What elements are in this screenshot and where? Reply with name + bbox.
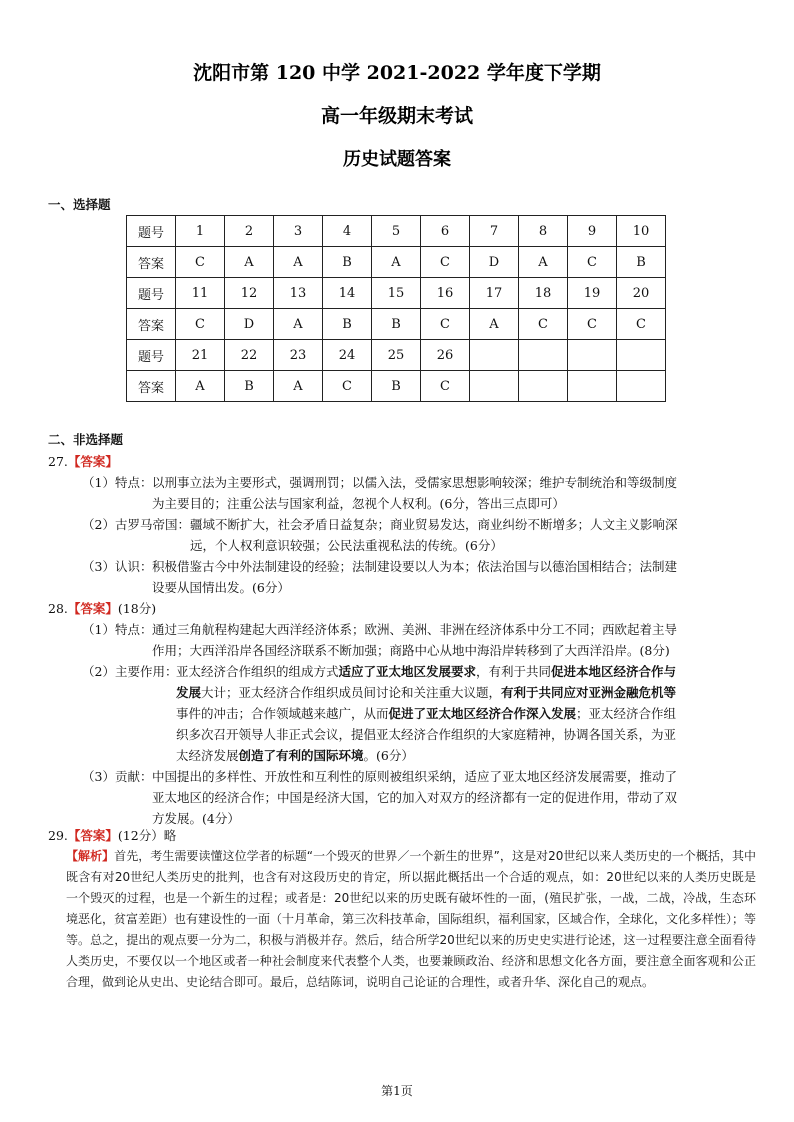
answer-table-row — [127, 340, 666, 371]
answer-table-cell: C — [176, 247, 225, 278]
answer-table-cell: C — [568, 247, 617, 278]
answer-tag: 【答案】 — [67, 454, 118, 469]
answer-table-cell: 21 — [176, 340, 225, 371]
title-school: 沈阳市第 120 中学 2021-2022 学年度下学期 — [193, 62, 601, 84]
q28-part3: （3）贡献： 中国提出的多样性、开放性和互利性的原则被组织采纳，适应了亚太地区经济发展需要，推动了 亚太地区的经济合作；中国是经济大国，它的加入对双方的经济都有一定的促进作用，带动了双 方发展。(4分） — [82, 769, 678, 826]
answer-table-cell: 11 — [176, 278, 225, 309]
section-nonchoice-heading: 二、非选择题 — [48, 432, 124, 447]
answer-table-cell — [470, 340, 519, 371]
q27-part2: （2）古罗马帝国： 疆域不断扩大，社会矛盾日益复杂；商业贸易发达，商业纠纷不断增多；人文主义影响深 远，个人权利意识较强；公民法重视私法的传统。(6分） — [82, 517, 678, 553]
answer-table-cell: A — [519, 247, 568, 278]
answer-table-cell: D — [470, 247, 519, 278]
answer-table-row-label: 答案 — [127, 309, 176, 340]
answer-table-cell: 6 — [421, 216, 470, 247]
section-choice-heading: 一、选择题 — [48, 197, 111, 212]
answer-table-cell: 26 — [421, 340, 470, 371]
q27-part1: （1）特点： 以刑事立法为主要形式，强调刑罚；以儒入法，受儒家思想影响较深；维护专制统治和等级制度 为主要目的；注重公法与国家利益，忽视个人权利。(6分，答出三点即可） — [82, 475, 678, 511]
title-subject: 历史试题答案 — [343, 149, 451, 170]
answer-table-cell: 20 — [617, 278, 666, 309]
answer-table-cell: A — [274, 309, 323, 340]
answer-table-cell: B — [372, 371, 421, 402]
answer-table-row-label: 题号 — [127, 216, 176, 247]
q28-header: 28.【答案】(18分) — [48, 601, 157, 616]
answer-table-cell: B — [323, 247, 372, 278]
answer-table-cell — [519, 371, 568, 402]
answer-table-row — [127, 216, 666, 247]
answer-table-cell: 19 — [568, 278, 617, 309]
answer-table-cell: B — [372, 309, 421, 340]
q27-part3: （3）认识： 积极借鉴古今中外法制建设的经验；法制建设要以人为本；依法治国与以德治国相结合；法制建 设要从国情出发。(6分） — [82, 559, 678, 595]
q27-header: 27.【答案】 — [48, 454, 118, 469]
answer-table-cell: C — [323, 371, 372, 402]
answer-table-cell: 22 — [225, 340, 274, 371]
answer-table-cell: 13 — [274, 278, 323, 309]
q29-header: 29.【答案】(12分）略 — [48, 828, 177, 843]
q29-analysis: 【解析】首先，考生需要读懂这位学者的标题“一个毁灭的世界／一个新生的世界”，这是对20世纪以来人类历史的一个概括，其中既含有对20世纪人类历史的批判，也含有对这段历史的肯定，所以据此概括出一个合适的观点，如：20世纪以来的人类历史既是一个毁灭的过程，也是一个新生的过程；或者是：20世纪以来的历史既有破坏性的一面，(殖民扩张，一战，二战，冷战，生态环境恶化，贫富差距）也有建设性的一面（十月革命，第三次科技革命，国际组织，福利国家，区域合作，全球化，文化多样性）；等等。总之，提出的观点要一分为二，积极与消极并存。然后，结合所学20世纪以来的历史史实进行论述，这一过程要注意全面看待人类历史，不要仅以一个地区或者一种社会制度来代表整个人类，也要兼顾政治、经济和思想文化各方面，要注意全面客观和公正合理，做到论从史出、史论结合即可。最后，总结陈词，说明自己论证的合理性，或者升华、深化自己的观点。 — [66, 849, 757, 989]
answer-table-cell: 9 — [568, 216, 617, 247]
answer-table-cell: 3 — [274, 216, 323, 247]
answer-table-cell: 25 — [372, 340, 421, 371]
answer-table-cell — [568, 371, 617, 402]
answer-table-cell — [568, 340, 617, 371]
answer-table-cell — [617, 371, 666, 402]
answer-table-cell: C — [568, 309, 617, 340]
answer-table-cell: C — [421, 309, 470, 340]
answer-table-cell: 15 — [372, 278, 421, 309]
answer-table-cell: C — [617, 309, 666, 340]
answer-table-cell: D — [225, 309, 274, 340]
answer-table-cell: 17 — [470, 278, 519, 309]
answer-table-row-label: 题号 — [127, 340, 176, 371]
answer-table-cell: A — [372, 247, 421, 278]
answer-table-cell: 1 — [176, 216, 225, 247]
answer-table-cell — [617, 340, 666, 371]
answer-table-cell: C — [421, 371, 470, 402]
answer-table-cell: 7 — [470, 216, 519, 247]
answer-table-cell: 18 — [519, 278, 568, 309]
answer-tag: 【答案】 — [67, 601, 118, 616]
answer-tag: 【答案】 — [67, 828, 118, 843]
answer-table-cell: A — [470, 309, 519, 340]
answer-table-row — [127, 309, 666, 340]
answer-table-row — [127, 371, 666, 402]
answer-table-cell: C — [176, 309, 225, 340]
answer-table-cell: 23 — [274, 340, 323, 371]
answer-table-row-label: 答案 — [127, 371, 176, 402]
answer-table-cell — [470, 371, 519, 402]
answer-table-row-label: 答案 — [127, 247, 176, 278]
answer-table-cell: 16 — [421, 278, 470, 309]
answer-table-cell: A — [225, 247, 274, 278]
answer-table-cell: A — [274, 247, 323, 278]
page-number: 第1页 — [381, 1084, 413, 1098]
answer-table-cell: C — [421, 247, 470, 278]
answer-table-cell: 5 — [372, 216, 421, 247]
answer-table-cell: A — [274, 371, 323, 402]
title-grade: 高一年级期末考试 — [320, 105, 473, 127]
answer-table-cell: 8 — [519, 216, 568, 247]
answer-table-cell: B — [617, 247, 666, 278]
answer-table-row — [127, 247, 666, 278]
answer-table-cell: 2 — [225, 216, 274, 247]
answer-table-row-label: 题号 — [127, 278, 176, 309]
answer-table-cell: 12 — [225, 278, 274, 309]
answer-table-cell: 4 — [323, 216, 372, 247]
answer-table-cell: B — [225, 371, 274, 402]
answer-table-cell: C — [519, 309, 568, 340]
q28-part2: （2）主要作用： 亚太经济合作组织的组成方式适应了亚太地区发展要求，有利于共同促进本地区经济合作与 发展大计；亚太经济合作组织成员间讨论和关注重大议题，有利于共同应对亚洲金融危机等 事件的冲击；合作领域越来越广，从而促进了亚太地区经济合作深入发展；亚太经济合作组 织多次召开领导人非正式会议，提倡亚太经济合作组织的大家庭精神，协调各国关系，为亚 太经济发展创造了有利的国际环境。(6分） — [82, 664, 677, 763]
answer-table-cell: B — [323, 309, 372, 340]
answer-table-row — [127, 278, 666, 309]
answer-table-cell: 14 — [323, 278, 372, 309]
answer-table-cell — [519, 340, 568, 371]
answer-table-cell: 10 — [617, 216, 666, 247]
answer-table-cell: A — [176, 371, 225, 402]
answer-table — [126, 215, 666, 402]
answer-table-cell: 24 — [323, 340, 372, 371]
q28-part1: （1）特点： 通过三角航程构建起大西洋经济体系；欧洲、美洲、非洲在经济体系中分工不同；西欧起着主导 作用；大西洋沿岸各国经济联系不断加强；商路中心从地中海沿岸转移到了大西洋沿岸。(8分) — [82, 622, 678, 658]
analysis-tag: 【解析】 — [66, 849, 115, 863]
